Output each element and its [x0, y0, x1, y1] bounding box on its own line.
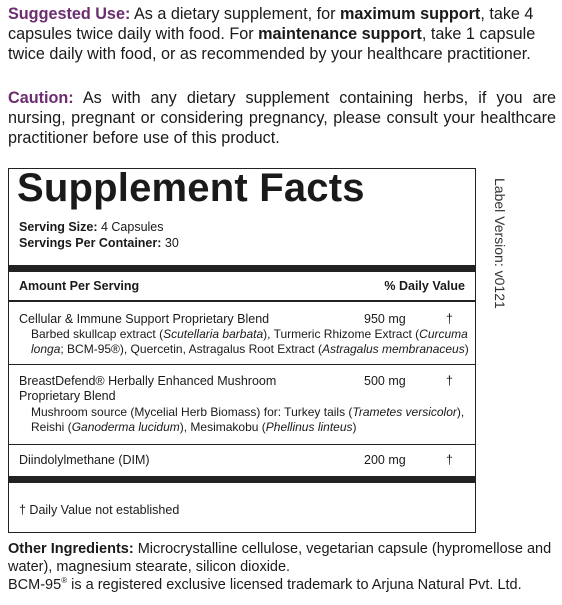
- servings-label: Servings Per Container:: [19, 236, 162, 250]
- row-divider: [9, 444, 475, 445]
- ingredient-latin: Curcuma longa: [31, 327, 468, 356]
- thick-divider-bottom: [9, 476, 475, 483]
- ingredient-text: ), Reishi (: [31, 405, 465, 434]
- serving-size-value: 4 Capsules: [97, 220, 164, 234]
- ingredient-latin: Phellinus linteus: [265, 420, 353, 434]
- row-breastdefend-ingredients: [31, 405, 471, 435]
- other-ingredients: [8, 540, 556, 576]
- usage-max-support: maximum support: [340, 5, 481, 23]
- trademark-brand: BCM-95: [8, 577, 62, 593]
- row-breastdefend-amount: 500 mg: [364, 374, 406, 388]
- servings-value: 30: [161, 236, 179, 250]
- ingredient-text: ): [464, 342, 469, 356]
- caution-label: Caution:: [8, 89, 74, 107]
- usage-text-2: , take 4 capsules twice daily with food. For: [8, 5, 534, 43]
- trademark-text: is a registered exclusive licensed trademark to Arjuna Natural Pvt. Ltd.: [67, 577, 522, 593]
- servings-per-container: [19, 235, 179, 251]
- other-ingredients-paragraph: [8, 540, 556, 594]
- other-ingredients-text: Microcrystalline cellulose, vegetarian capsule (hypromellose and water), magnesium stearate, silicon dioxide.: [8, 541, 552, 575]
- row-dim-dv: †: [446, 453, 453, 467]
- row-cellular-blend-ingredients: [31, 327, 471, 357]
- row-cellular-blend-dv: †: [446, 312, 453, 326]
- amount-per-serving-header: Amount Per Serving: [19, 279, 140, 293]
- row-breastdefend-name: [19, 374, 276, 404]
- usage-text-3: , take 1 capsule twice daily with food, or as recommended by your healthcare practitioner.: [8, 25, 536, 63]
- registered-mark: ®: [61, 576, 68, 586]
- ingredient-latin: Scutellaria barbata: [163, 327, 264, 341]
- row-cellular-blend-amount: 950 mg: [364, 312, 406, 326]
- row-breastdefend-dv: †: [446, 374, 453, 388]
- daily-value-header: % Daily Value: [384, 279, 465, 293]
- row-cellular-blend-name: Cellular & Immune Support Proprietary Blend: [19, 312, 270, 326]
- row-breastdefend-name-line2: Proprietary Blend: [19, 389, 116, 403]
- trademark-notice: [8, 576, 556, 594]
- caution-text: As with any dietary supplement containing herbs, if you are nursing, pregnant or considering pregnancy, please consult your healthcare practitioner before use of this product.: [8, 89, 556, 147]
- row-divider: [9, 364, 475, 365]
- usage-text-1: As a dietary supplement, for: [130, 5, 340, 23]
- row-dim-amount: 200 mg: [364, 453, 406, 467]
- ingredient-text: Barbed skullcap extract (: [31, 327, 164, 341]
- ingredient-latin: Trametes versicolor: [352, 405, 457, 419]
- supplement-facts-title: Supplement Facts: [17, 166, 365, 210]
- ingredient-latin: Astragalus membranaceus: [321, 342, 465, 356]
- serving-info: [19, 219, 179, 251]
- row-dim-name: Diindolylmethane (DIM): [19, 453, 150, 467]
- label-version: Label Version: v0121: [492, 178, 508, 309]
- usage-maintenance-support: maintenance support: [258, 25, 422, 43]
- ingredient-text: Mushroom source (Mycelial Herb Biomass) for: Turkey tails (: [31, 405, 353, 419]
- daily-value-footnote: † Daily Value not established: [19, 503, 180, 517]
- caution-paragraph: [8, 88, 556, 148]
- suggested-use-paragraph: [8, 4, 556, 64]
- ingredient-text: ), Mesimakobu (: [179, 420, 266, 434]
- suggested-use-label: Suggested Use:: [8, 5, 131, 23]
- ingredient-latin: Ganoderma lucidum: [71, 420, 180, 434]
- ingredient-text: ): [352, 420, 357, 434]
- header-divider: [9, 300, 475, 302]
- supplement-facts-panel: [8, 168, 476, 533]
- ingredient-text: ; BCM-95®), Quercetin, Astragalus Root Extract (: [60, 342, 322, 356]
- ingredient-text: ), Turmeric Rhizome Extract (: [263, 327, 420, 341]
- thick-divider-top: [9, 265, 475, 272]
- row-breastdefend-name-line1: BreastDefend® Herbally Enhanced Mushroom: [19, 374, 277, 388]
- serving-size: [19, 219, 179, 235]
- other-ingredients-label: Other Ingredients:: [8, 541, 134, 557]
- serving-size-label: Serving Size:: [19, 220, 98, 234]
